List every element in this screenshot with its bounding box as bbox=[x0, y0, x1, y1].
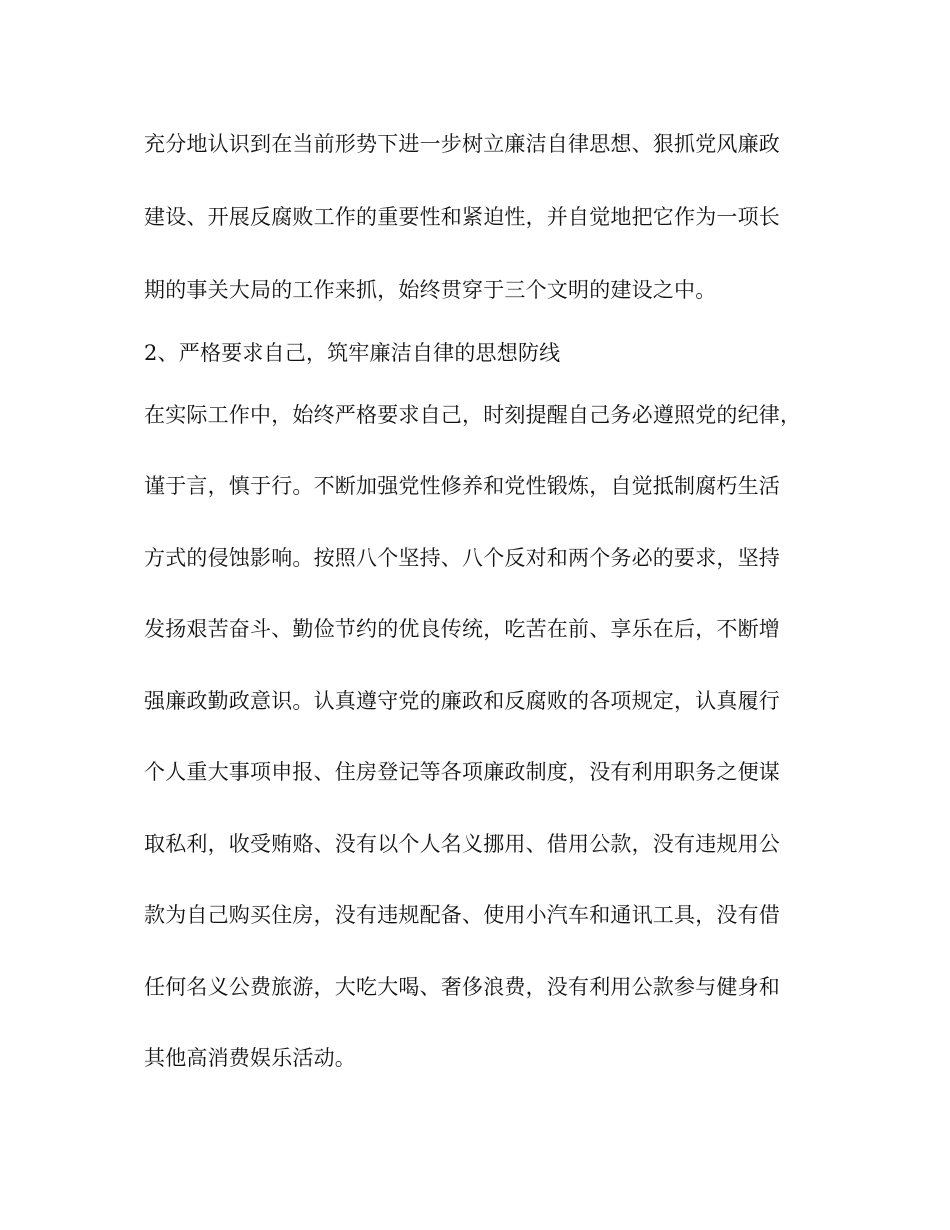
paragraph-2-line-5: 强廉政勤政意识。认真遵守党的廉政和反腐败的各项规定，认真履行 bbox=[144, 689, 780, 713]
paragraph-2-line-10: 其他高消费娱乐活动。 bbox=[144, 1046, 356, 1070]
paragraph-2-line-9: 任何名义公费旅游，大吃大喝、奢侈浪费，没有利用公款参与健身和 bbox=[144, 975, 780, 999]
paragraph-2-line-2: 谨于言，慎于行。不断加强党性修养和党性锻炼，自觉抵制腐朽生活 bbox=[144, 474, 780, 498]
paragraph-2-line-7: 取私利，收受贿赂、没有以个人名义挪用、借用公款，没有违规用公 bbox=[144, 832, 780, 856]
paragraph-1-line-3: 期的事关大局的工作来抓，始终贯穿于三个文明的建设之中。 bbox=[144, 278, 717, 302]
paragraph-2-line-8: 款为自己购买住房，没有违规配备、使用小汽车和通讯工具，没有借 bbox=[144, 903, 780, 927]
paragraph-1-line-1: 充分地认识到在当前形势下进一步树立廉洁自律思想、狠抓党风廉政 bbox=[144, 132, 780, 156]
paragraph-2-line-1: 在实际工作中，始终严格要求自己，时刻提醒自己务必遵照党的纪律， bbox=[144, 403, 802, 427]
paragraph-2-line-3: 方式的侵蚀影响。按照八个坚持、八个反对和两个务必的要求，坚持 bbox=[144, 546, 780, 570]
section-heading-2: 2、严格要求自己，筑牢廉洁自律的思想防线 bbox=[144, 341, 561, 365]
paragraph-2-line-6: 个人重大事项申报、住房登记等各项廉政制度，没有利用职务之便谋 bbox=[144, 760, 780, 784]
paragraph-2-line-4: 发扬艰苦奋斗、勤俭节约的优良传统，吃苦在前、享乐在后，不断增 bbox=[144, 617, 780, 641]
paragraph-1-line-2: 建设、开展反腐败工作的重要性和紧迫性，并自觉地把它作为一项长 bbox=[144, 205, 780, 229]
